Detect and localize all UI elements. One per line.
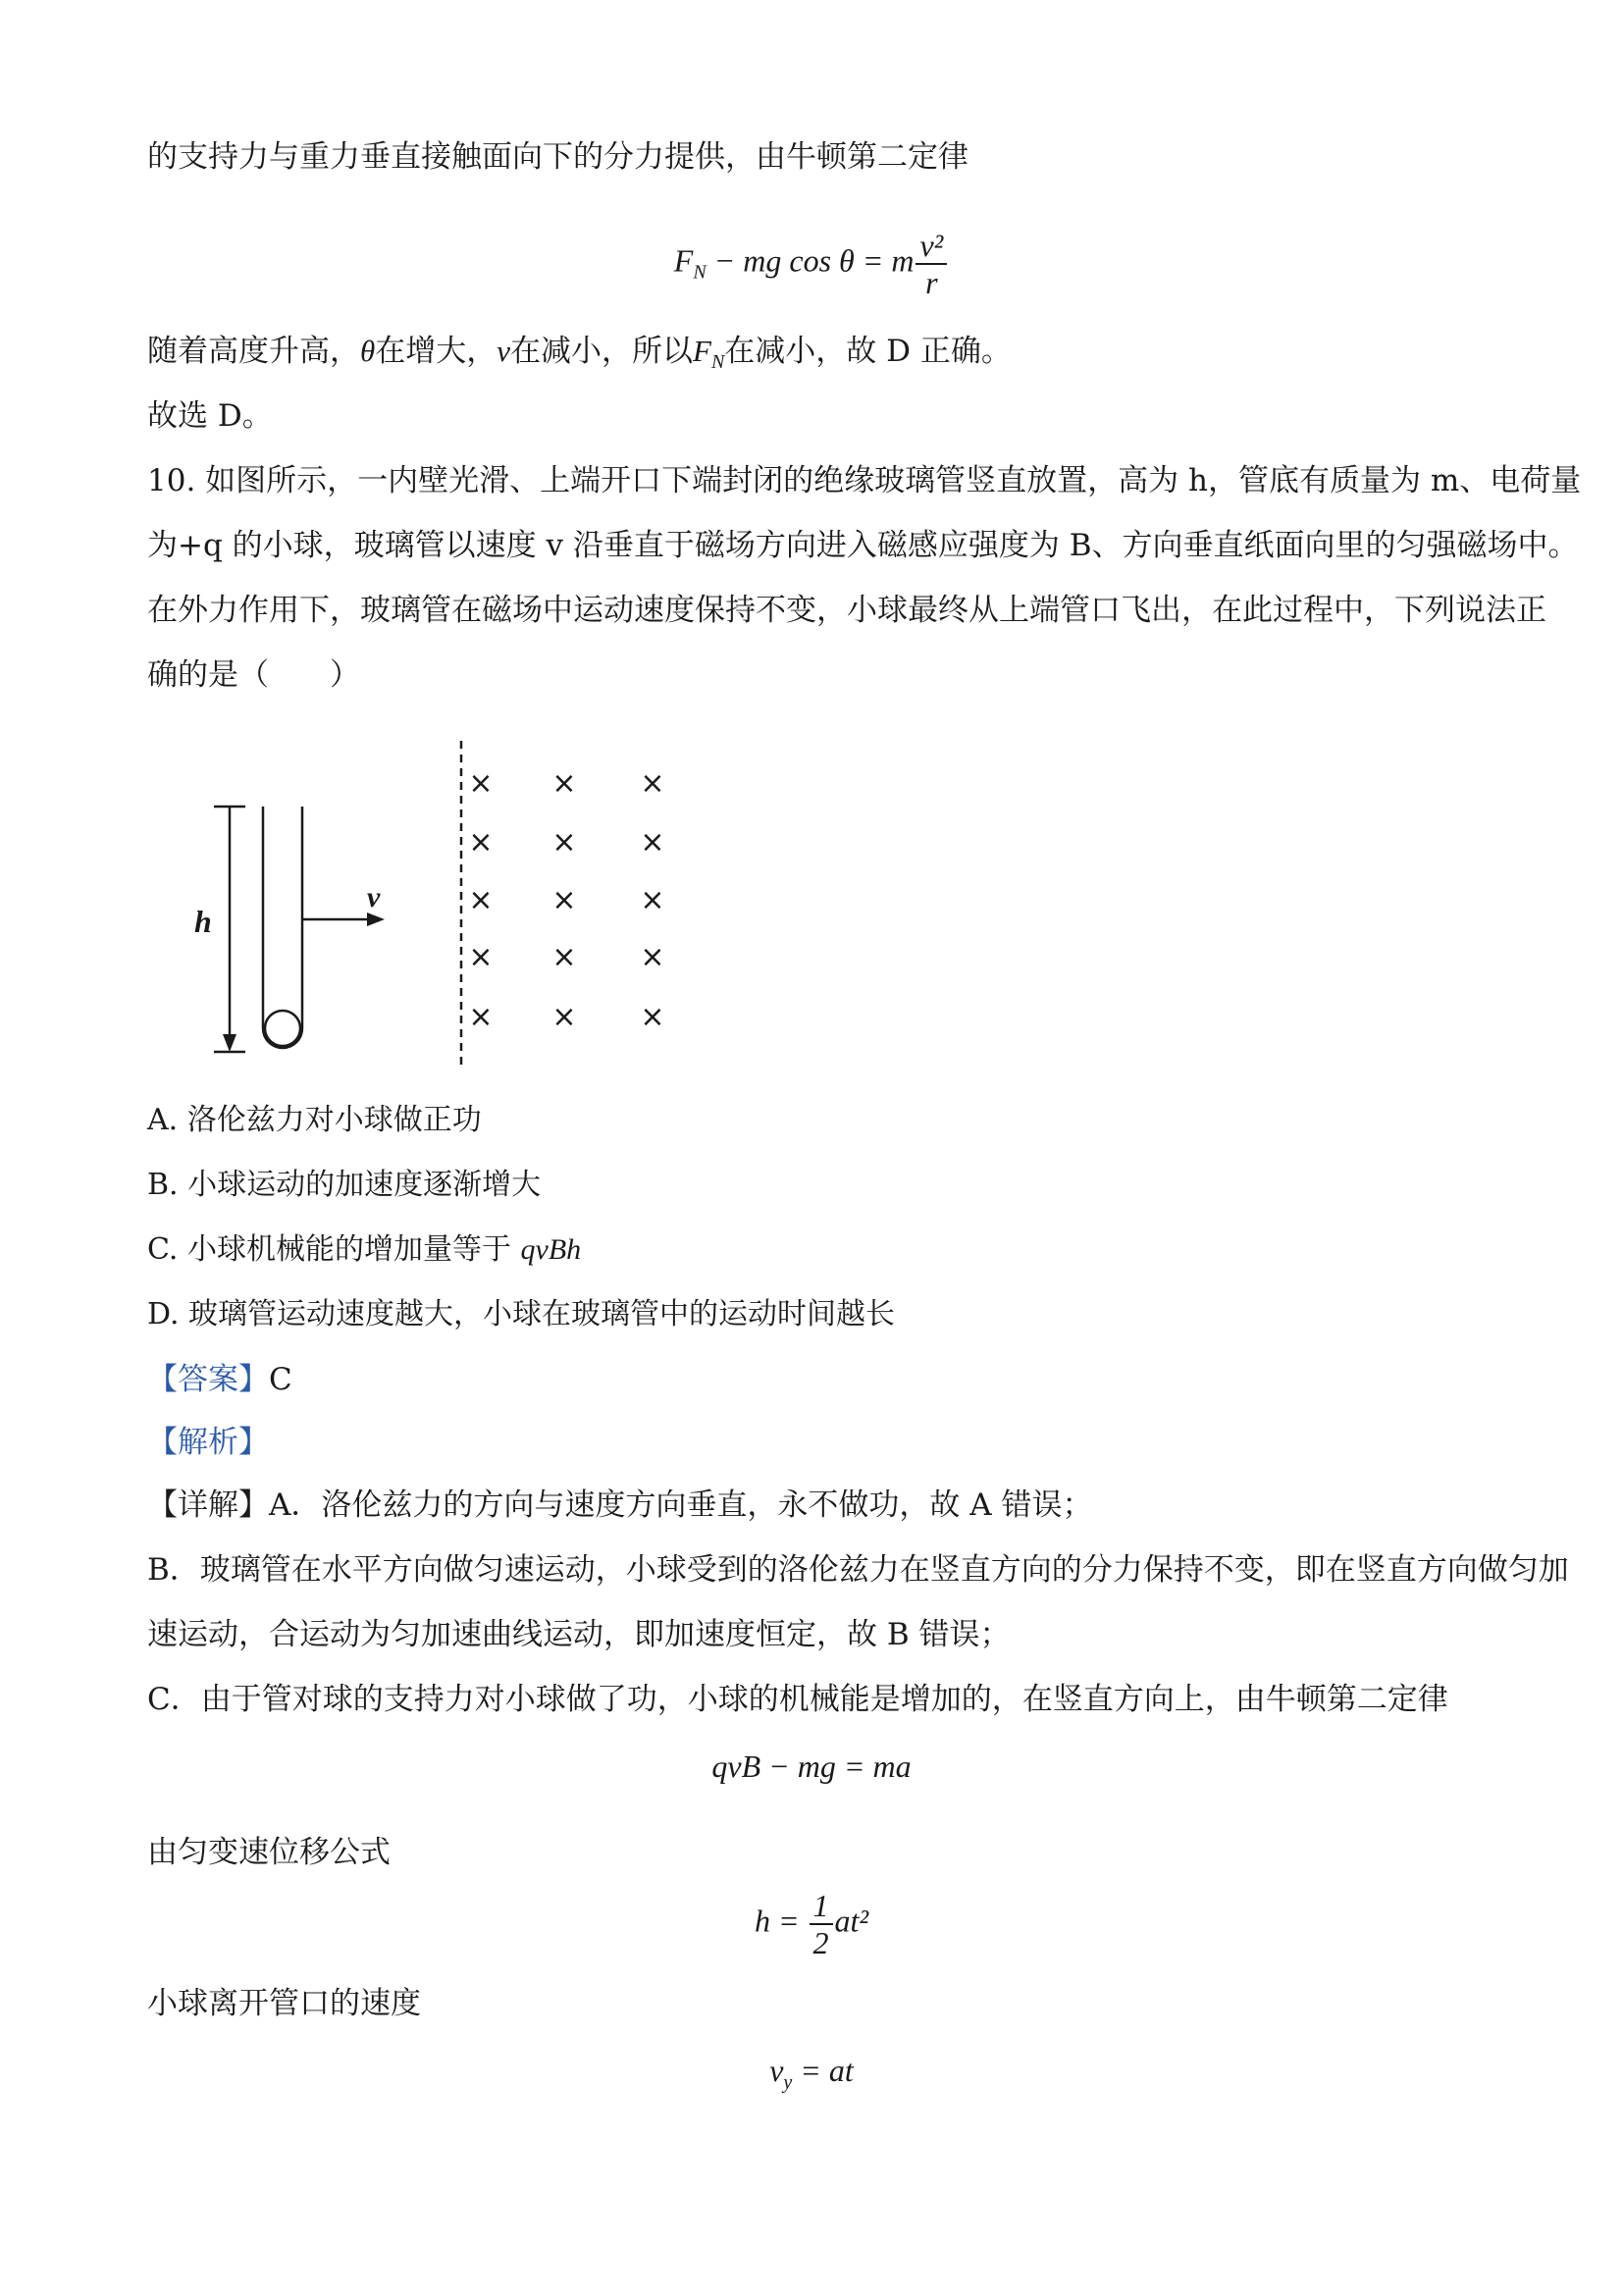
text-line: 随着高度升高，θ在增大，v在减小，所以$F_N$在减小，故 D 正确。	[147, 334, 1012, 374]
field-cross-mark: ×	[468, 766, 494, 801]
velocity-arrow	[302, 913, 385, 926]
velocity-label: v	[367, 881, 381, 913]
tube-field-diagram	[167, 731, 716, 1074]
analysis-line: 速运动，合运动为匀加速曲线运动，即加速度恒定，故 B 错误；	[147, 1617, 1011, 1652]
field-cross-mark: ×	[468, 883, 494, 917]
formula-displacement: h = $\frac{1}{2}$ at²	[754, 1888, 869, 1960]
field-cross-mark: ×	[551, 940, 577, 974]
question-text: 在外力作用下，玻璃管在磁场中运动速度保持不变，小球最终从上端管口飞出，在此过程中，下列说法正	[147, 593, 1546, 628]
field-cross-mark: ×	[468, 825, 494, 860]
field-cross-mark: ×	[640, 825, 665, 860]
ball	[265, 1011, 300, 1046]
text-line: 的支持力与重力垂直接触面向下的分力提供，由牛顿第二定律	[147, 139, 969, 175]
analysis-line: 小球离开管口的速度	[147, 1986, 421, 2021]
question-text: 确的是（ ）	[147, 657, 360, 693]
answer-tag: 【答案】	[147, 1362, 269, 1397]
height-arrow	[214, 807, 245, 1052]
option-c: C. 小球机械能的增加量等于 qvBh	[147, 1232, 582, 1267]
field-cross-mark: ×	[551, 766, 577, 801]
field-cross-mark: ×	[468, 940, 494, 974]
field-cross-mark: ×	[640, 766, 665, 801]
formula-vertical-newton: qvB − mg = ma	[711, 1748, 912, 1784]
analysis-line: B．玻璃管在水平方向做匀速运动，小球受到的洛伦兹力在竖直方向的分力保持不变，即在竖直方向做匀加	[147, 1552, 1569, 1588]
field-cross-mark: ×	[640, 940, 665, 974]
field-cross-mark: ×	[551, 1000, 577, 1034]
option-d: D. 玻璃管运动速度越大，小球在玻璃管中的运动时间越长	[147, 1297, 896, 1331]
fraction: $\frac{1}{2}$	[810, 1888, 833, 1960]
field-cross-mark: ×	[551, 883, 577, 917]
answer	[147, 1360, 292, 1399]
text-line: 故选 D。	[147, 398, 273, 434]
formula-exit-velocity: $v_y$ = at	[769, 2053, 854, 2094]
glass-tube	[263, 807, 302, 1048]
fraction: $\frac{\text{v²}}{r}$	[916, 228, 947, 300]
analysis-line: C．由于管对球的支持力对小球做了功，小球的机械能是增加的，在竖直方向上，由牛顿第二定律	[147, 1682, 1448, 1717]
analysis-line: 由匀变速位移公式	[147, 1835, 391, 1870]
field-cross-mark: ×	[551, 825, 577, 860]
analysis-line: 【详解】A．洛伦兹力的方向与速度方向垂直，永不做功，故 A 错误；	[147, 1487, 1093, 1523]
question-text: 10. 如图所示，一内壁光滑、上端开口下端封闭的绝缘玻璃管竖直放置，高为 h，管底有质量为 m、电荷量	[147, 463, 1582, 498]
field-cross-mark: ×	[468, 1000, 494, 1034]
question-text: 为+q 的小球，玻璃管以速度 v 沿垂直于磁场方向进入磁感应强度为 B、方向垂直纸面向里的匀强磁场中。	[147, 528, 1579, 563]
magnetic-field	[468, 766, 664, 1034]
analysis-tag: 【解析】	[147, 1425, 269, 1460]
height-label: h	[194, 904, 212, 939]
answer-value: C	[269, 1362, 292, 1397]
field-cross-mark: ×	[640, 883, 665, 917]
option-b: B. 小球运动的加速度逐渐增大	[147, 1168, 542, 1202]
formula-newton-normal: $F_N$ − mg cos θ = m $\frac{\text{v²}}{r}$	[0, 228, 1623, 300]
option-a: A. 洛伦兹力对小球做正功	[147, 1103, 482, 1137]
field-cross-mark: ×	[640, 1000, 665, 1034]
